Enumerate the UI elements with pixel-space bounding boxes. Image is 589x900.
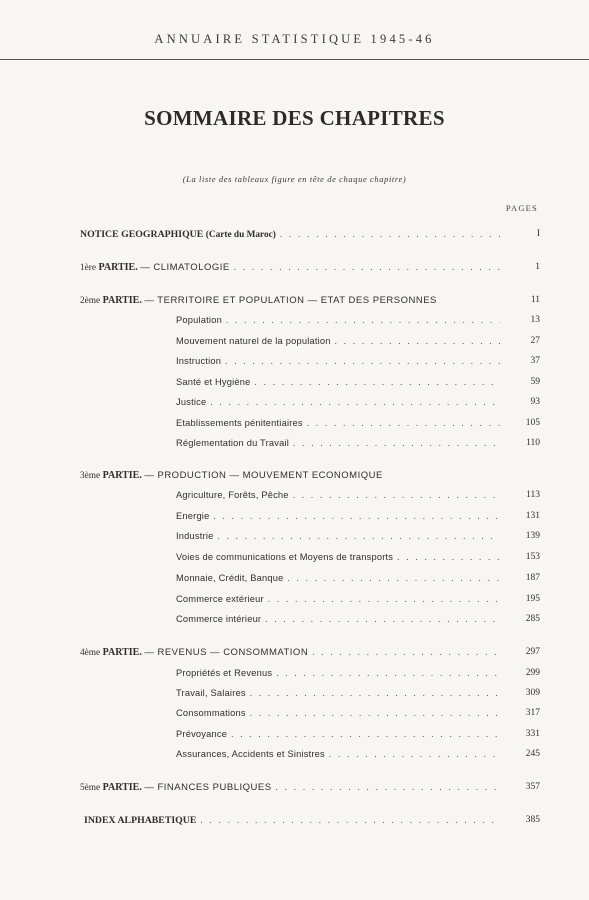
part-title: — TERRITOIRE ET POPULATION — ETAT DES PERSONNES [144, 295, 437, 306]
toc-item [176, 490, 540, 506]
toc-item [176, 614, 540, 630]
toc-label [80, 782, 276, 793]
toc-item-label: Prévoyance [176, 729, 228, 739]
dot-leader [265, 614, 500, 624]
toc-item [176, 356, 540, 372]
toc-item-label: Propriétés et Revenus [176, 668, 273, 678]
toc-item-label: Voies de communications et Moyens de transports [176, 552, 394, 562]
dot-leader [335, 336, 500, 346]
toc-item [176, 418, 540, 434]
toc-item-label: Commerce extérieur [176, 594, 264, 604]
toc-index [84, 815, 540, 831]
toc-page: 139 [525, 531, 540, 541]
page-subtitle: (La liste des tableaux figure en tête de chaque chapitre) [182, 174, 407, 184]
part-prefix: 4ème [80, 648, 101, 658]
toc-label [80, 229, 280, 240]
toc-item-label: Consommations [176, 708, 246, 718]
toc-item [176, 573, 540, 589]
toc-part-3 [80, 470, 540, 486]
toc-page: 13 [530, 315, 540, 325]
toc-page: 93 [530, 397, 540, 407]
toc-page: 27 [530, 336, 540, 346]
toc-page: 1 [535, 262, 540, 272]
dot-leader [287, 573, 500, 583]
toc-page: 331 [525, 729, 540, 739]
dot-leader [226, 315, 500, 325]
toc-item-label: Travail, Salaires [176, 688, 246, 698]
dot-leader [225, 356, 500, 366]
dot-leader [276, 782, 500, 792]
toc-page: 385 [525, 815, 540, 825]
toc-item [176, 749, 540, 765]
dot-leader [234, 262, 500, 272]
dot-leader [307, 418, 500, 428]
toc-page: 131 [525, 511, 540, 521]
toc-label [80, 295, 441, 306]
toc-page: 11 [530, 295, 540, 305]
toc-item-label: Etablissements pénitentiaires [176, 418, 303, 428]
page-title: SOMMAIRE DES CHAPITRES [144, 106, 445, 130]
part-prefix: 3ème [80, 471, 101, 481]
toc-item-label: Justice [176, 397, 207, 407]
toc-page: 195 [525, 594, 540, 604]
toc-page: 309 [525, 688, 540, 698]
toc-label [80, 470, 387, 481]
toc-item-label: Réglementation du Travail [176, 438, 290, 448]
toc-item [176, 531, 540, 547]
dot-leader [217, 531, 500, 541]
pages-column-label: PAGES [505, 203, 538, 213]
toc-page: 105 [525, 418, 540, 428]
toc-item-label: Instruction [176, 356, 222, 366]
part-word: PARTIE. [102, 782, 142, 793]
toc-page: 299 [525, 668, 540, 678]
toc-page: 113 [526, 490, 540, 500]
toc-notice [80, 229, 540, 245]
dot-leader [213, 511, 500, 521]
toc-item-label: Santé et Hygiène [176, 377, 251, 387]
part-prefix: 1ère [80, 263, 96, 273]
part-word: PARTIE. [102, 295, 142, 306]
toc-item [176, 708, 540, 724]
toc-item [176, 511, 540, 527]
toc-page: 285 [525, 614, 540, 624]
toc-item [176, 438, 540, 454]
dot-leader [231, 729, 500, 739]
toc-label [80, 647, 312, 658]
toc-page: 187 [525, 573, 540, 583]
dot-leader [312, 647, 500, 657]
dot-leader [329, 749, 500, 759]
toc-item-label: Assurances, Accidents et Sinistres [176, 749, 325, 759]
dot-leader [210, 397, 500, 407]
notice-detail: (Carte du Maroc) [205, 230, 276, 240]
dot-leader [250, 708, 500, 718]
part-title: — PRODUCTION — MOUVEMENT ECONOMIQUE [144, 470, 383, 481]
part-title: — CLIMATOLOGIE [140, 262, 230, 273]
toc-item [176, 336, 540, 352]
toc-item [176, 377, 540, 393]
toc-item [176, 397, 540, 413]
toc-item [176, 668, 540, 684]
toc-page: 297 [525, 647, 540, 657]
toc-page: 245 [525, 749, 540, 759]
toc-page: 153 [525, 552, 540, 562]
dot-leader [200, 815, 500, 825]
part-title: — REVENUS — CONSOMMATION [144, 647, 309, 658]
part-prefix: 5ème [80, 783, 101, 793]
toc-part-4 [80, 647, 540, 663]
toc-page: I [536, 229, 540, 239]
toc-page: 37 [530, 356, 540, 366]
toc-item [176, 552, 540, 568]
toc-item-label: Mouvement naturel de la population [176, 336, 331, 346]
part-prefix: 2ème [80, 296, 101, 306]
header-rule [0, 59, 589, 60]
dot-leader [397, 552, 500, 562]
running-head: ANNUAIRE STATISTIQUE 1945-46 [154, 32, 435, 46]
toc-item [176, 315, 540, 331]
toc-part-5 [80, 782, 540, 798]
dot-leader [268, 594, 500, 604]
toc-item-label: Agriculture, Forêts, Pêche [176, 490, 289, 500]
dot-leader [293, 438, 500, 448]
toc-page: 59 [530, 377, 540, 387]
dot-leader [255, 377, 500, 387]
notice-label: NOTICE GEOGRAPHIQUE [80, 229, 204, 240]
dot-leader [280, 229, 500, 239]
toc-part-1 [80, 262, 540, 278]
toc-item-label: Industrie [176, 531, 214, 541]
toc-page: 357 [525, 782, 540, 792]
part-word: PARTIE. [102, 647, 142, 658]
toc-item [176, 729, 540, 745]
toc-label [80, 262, 234, 273]
toc-item-label: Monnaie, Crédit, Banque [176, 573, 284, 583]
dot-leader [293, 490, 500, 500]
toc-page: 317 [525, 708, 540, 718]
toc-item-label: Population [176, 315, 222, 325]
toc-page: 110 [526, 438, 540, 448]
dot-leader [276, 668, 500, 678]
toc-item [176, 688, 540, 704]
toc-item-label: Energie [176, 511, 210, 521]
part-title: — FINANCES PUBLIQUES [144, 782, 272, 793]
toc-item [176, 594, 540, 610]
index-label: INDEX ALPHABETIQUE [84, 815, 197, 826]
part-word: PARTIE. [98, 262, 138, 273]
dot-leader [250, 688, 500, 698]
toc-part-2 [80, 295, 540, 311]
toc-item-label: Commerce intérieur [176, 614, 262, 624]
part-word: PARTIE. [102, 470, 142, 481]
